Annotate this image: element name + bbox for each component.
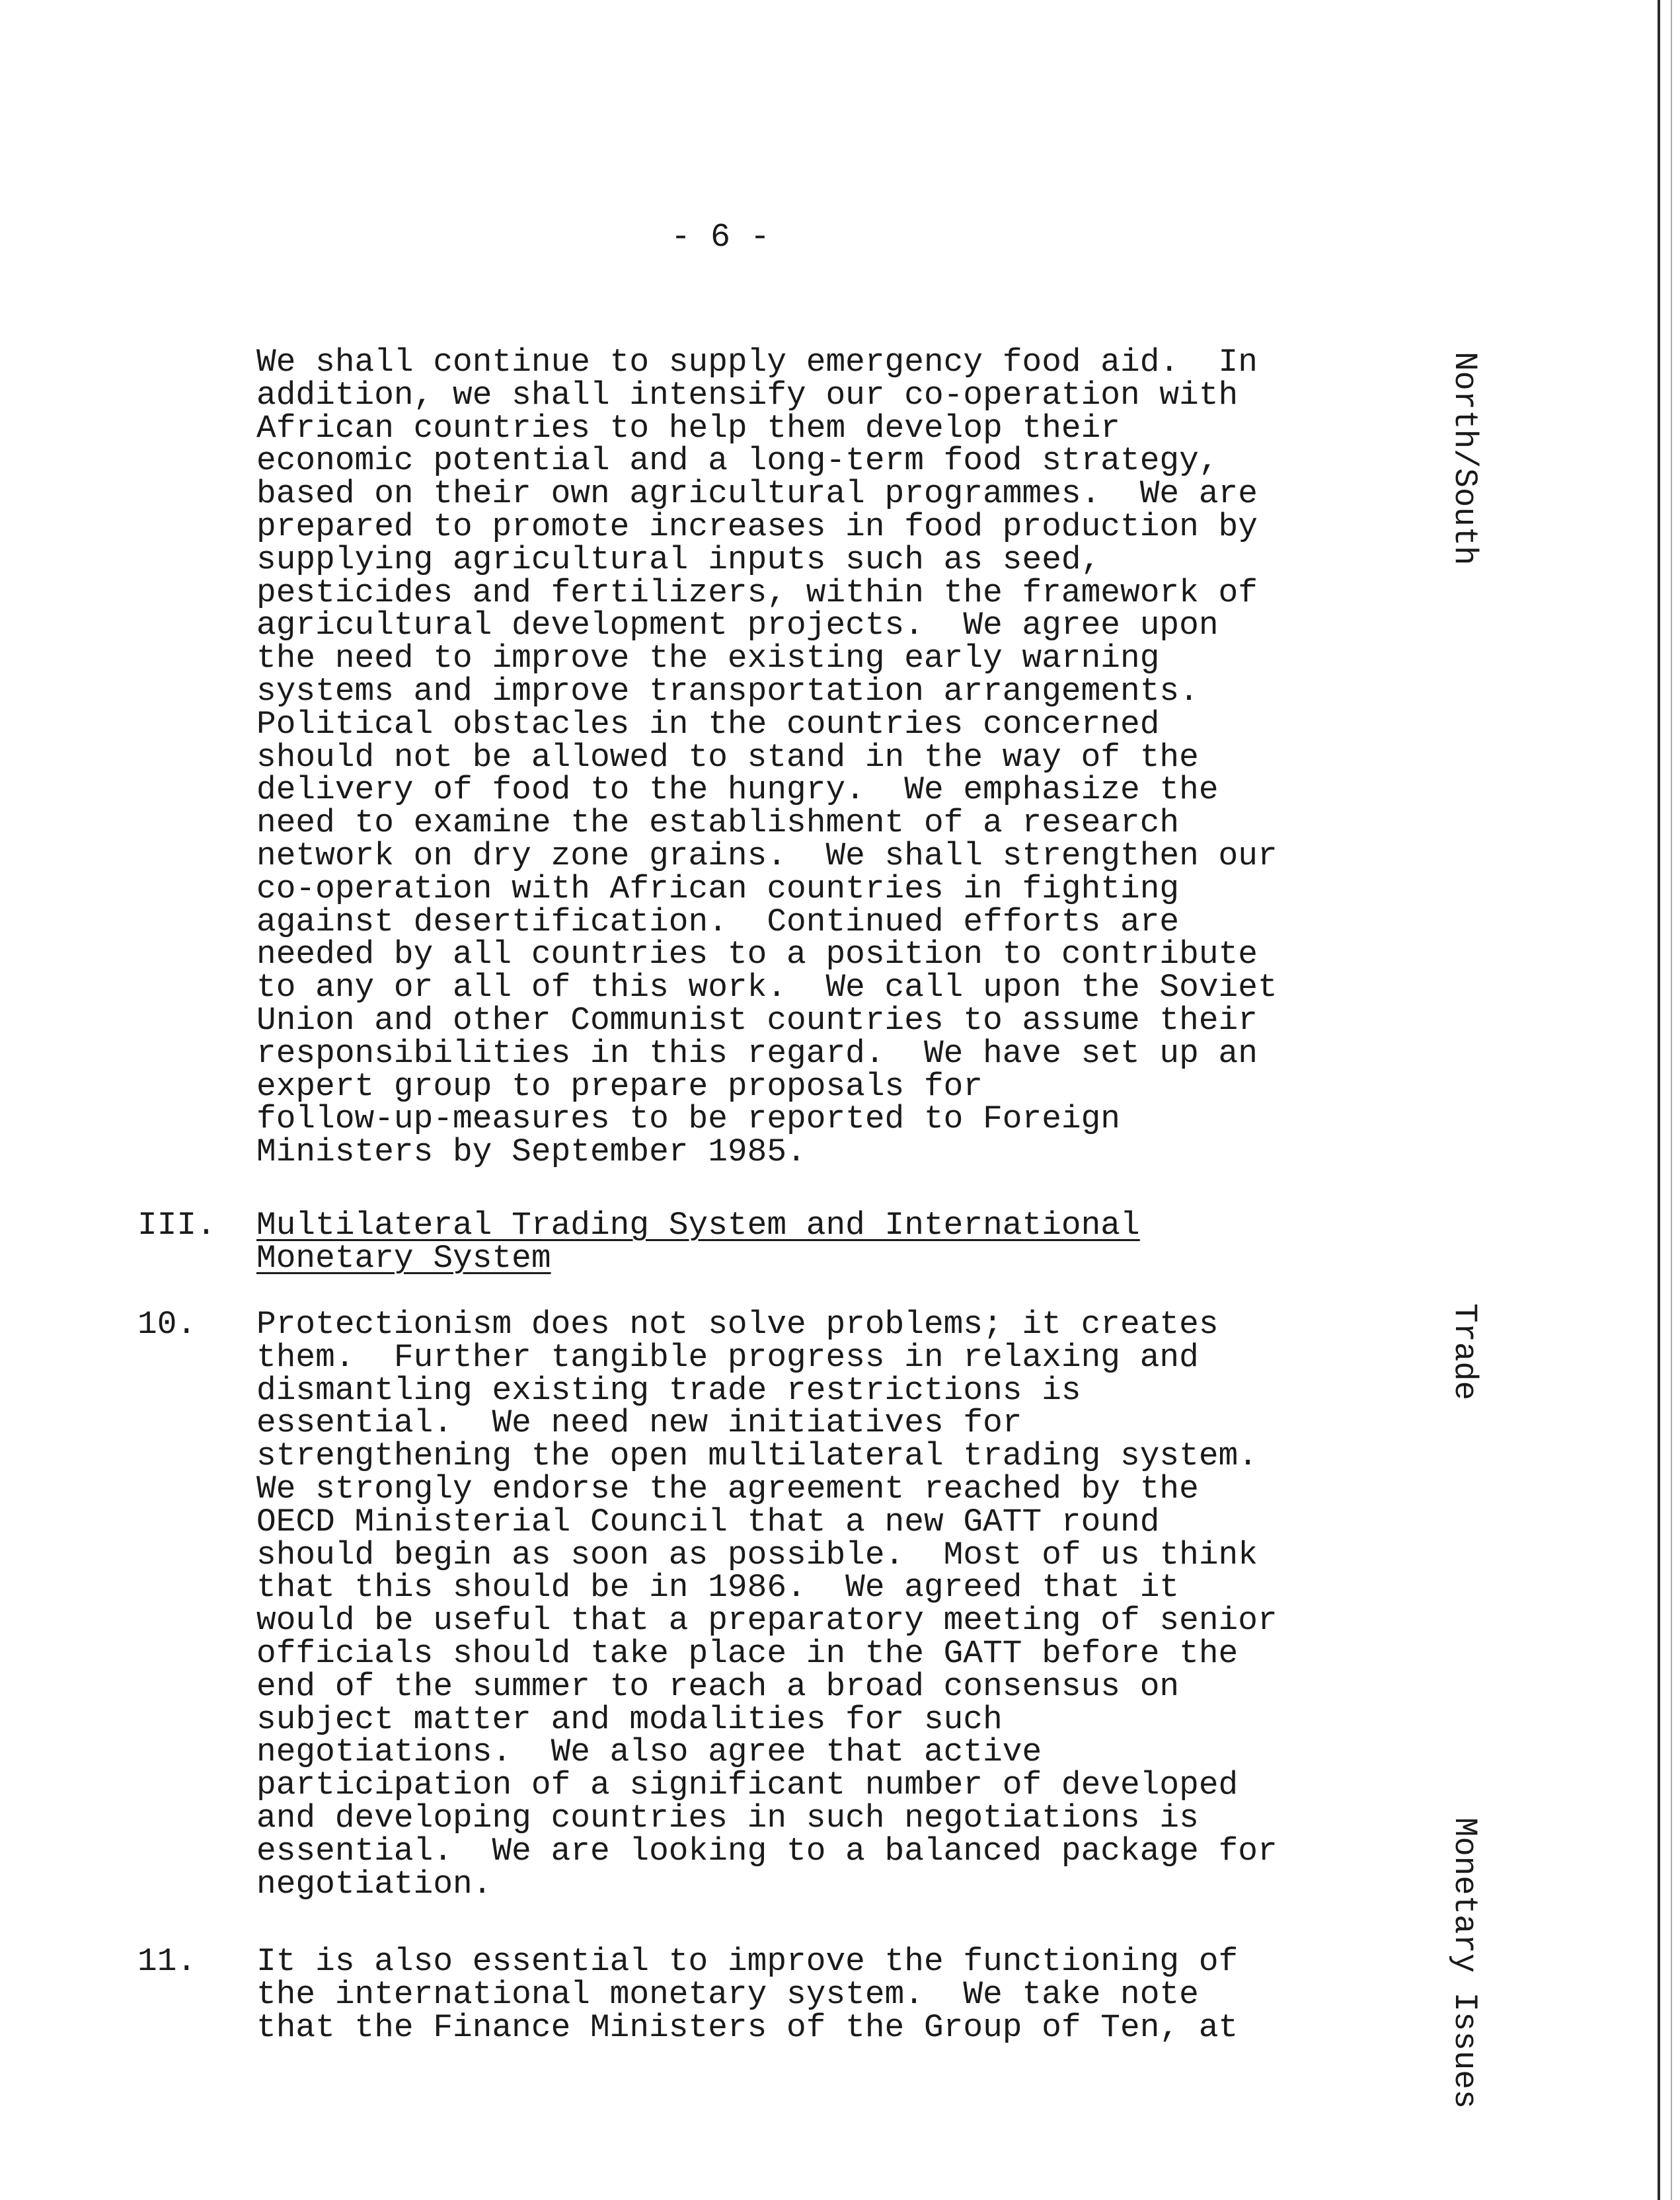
- paragraph-10-line: officials should take place in the GATT before the: [256, 1634, 1239, 1672]
- paragraph-10-line: that this should be in 1986. We agreed that it: [256, 1569, 1180, 1607]
- paragraph-10-line: end of the summer to reach a broad consensus on: [256, 1667, 1180, 1705]
- section-number: III.: [137, 1207, 216, 1244]
- paragraph-continued-line: agricultural development projects. We agree upon: [256, 607, 1219, 644]
- page-number: - 6 -: [670, 219, 771, 256]
- paragraph-11-line: It is also essential to improve the functioning of: [256, 1943, 1239, 1980]
- paragraph-10-line: subject matter and modalities for such: [256, 1700, 1003, 1738]
- paragraph-11-number: 11.: [137, 1943, 197, 1980]
- paragraph-continued-line: follow-up-measures to be reported to Foreign: [256, 1100, 1121, 1138]
- page-edge-line: [1658, 0, 1660, 2200]
- paragraph-10-line: OECD Ministerial Council that a new GATT round: [256, 1503, 1160, 1540]
- paragraph-10-line: negotiations. We also agree that active: [256, 1733, 1042, 1771]
- section-heading-line-2: Monetary System: [256, 1239, 551, 1277]
- paragraph-10-line: essential. We are looking to a balanced package for: [256, 1832, 1278, 1870]
- paragraph-continued-line: based on their own agricultural programmes. We are: [256, 475, 1258, 513]
- paragraph-continued-line: We shall continue to supply emergency food aid. In: [256, 344, 1258, 381]
- paragraph-continued-line: African countries to help them develop their: [256, 409, 1121, 447]
- paragraph-10-line: participation of a significant number of developed: [256, 1766, 1239, 1804]
- page-edge-shadow: [1671, 0, 1672, 2200]
- paragraph-10-line: would be useful that a preparatory meeting of senior: [256, 1602, 1278, 1640]
- paragraph-11-line: that the Finance Ministers of the Group of Ten, at: [256, 2008, 1239, 2046]
- paragraph-11-line: the international monetary system. We take note: [256, 1975, 1199, 2013]
- paragraph-10-line: and developing countries in such negotiations is: [256, 1799, 1199, 1837]
- paragraph-continued-line: responsibilities in this regard. We have set up an: [256, 1034, 1258, 1072]
- paragraph-continued-line: pesticides and fertilizers, within the framework of: [256, 574, 1258, 611]
- paragraph-continued-line: against desertification. Continued efforts are: [256, 903, 1180, 940]
- paragraph-continued-line: Political obstacles in the countries concerned: [256, 705, 1160, 743]
- paragraph-10-line: dismantling existing trade restrictions is: [256, 1371, 1081, 1409]
- margin-note-monetary: Monetary Issues: [1446, 1817, 1483, 2109]
- paragraph-continued-line: should not be allowed to stand in the way of the: [256, 738, 1199, 776]
- paragraph-continued-line: prepared to promote increases in food production by: [256, 508, 1258, 545]
- paragraph-10-line: them. Further tangible progress in relaxing and: [256, 1338, 1199, 1376]
- paragraph-continued-line: needed by all countries to a position to contribute: [256, 936, 1258, 973]
- paragraph-continued-line: expert group to prepare proposals for: [256, 1067, 983, 1105]
- paragraph-continued-line: network on dry zone grains. We shall strengthen our: [256, 837, 1278, 874]
- paragraph-continued-line: systems and improve transportation arrangements.: [256, 672, 1199, 710]
- paragraph-10: [256, 1306, 1314, 1903]
- paragraph-continued-line: to any or all of this work. We call upon the Soviet: [256, 969, 1278, 1006]
- paragraph-continued-line: Ministers by September 1985.: [256, 1133, 806, 1171]
- paragraph-continued-line: supplying agricultural inputs such as seed,: [256, 541, 1101, 578]
- paragraph-continued-line: delivery of food to the hungry. We emphasize the: [256, 771, 1219, 809]
- section-heading: [256, 1209, 1314, 1275]
- paragraph-continued-line: Union and other Communist countries to assume their: [256, 1001, 1258, 1039]
- paragraph-11: [256, 1943, 1314, 2046]
- paragraph-continued-line: economic potential and a long-term food strategy,: [256, 442, 1219, 480]
- paragraph-10-line: should begin as soon as possible. Most of us think: [256, 1536, 1258, 1574]
- paragraph-10-number: 10.: [137, 1306, 197, 1343]
- margin-note-trade: Trade: [1446, 1303, 1483, 1401]
- margin-note-north-south: North/South: [1446, 352, 1483, 566]
- paragraph-continued-line: addition, we shall intensify our co-operation with: [256, 376, 1239, 414]
- section-heading-line-1: Multilateral Trading System and International: [256, 1207, 1140, 1244]
- paragraph-continued-line: co-operation with African countries in fighting: [256, 870, 1180, 907]
- paragraph-continued-line: need to examine the establishment of a research: [256, 804, 1180, 842]
- paragraph-10-line: essential. We need new initiatives for: [256, 1404, 1022, 1442]
- paragraph-continued-line: the need to improve the existing early warning: [256, 640, 1160, 677]
- paragraph-continued: [256, 346, 1314, 1169]
- paragraph-10-line: Protectionism does not solve problems; it creates: [256, 1306, 1219, 1343]
- paragraph-10-line: negotiation.: [256, 1865, 492, 1903]
- paragraph-10-line: strengthening the open multilateral trading system.: [256, 1437, 1258, 1475]
- paragraph-10-line: We strongly endorse the agreement reached by the: [256, 1470, 1199, 1507]
